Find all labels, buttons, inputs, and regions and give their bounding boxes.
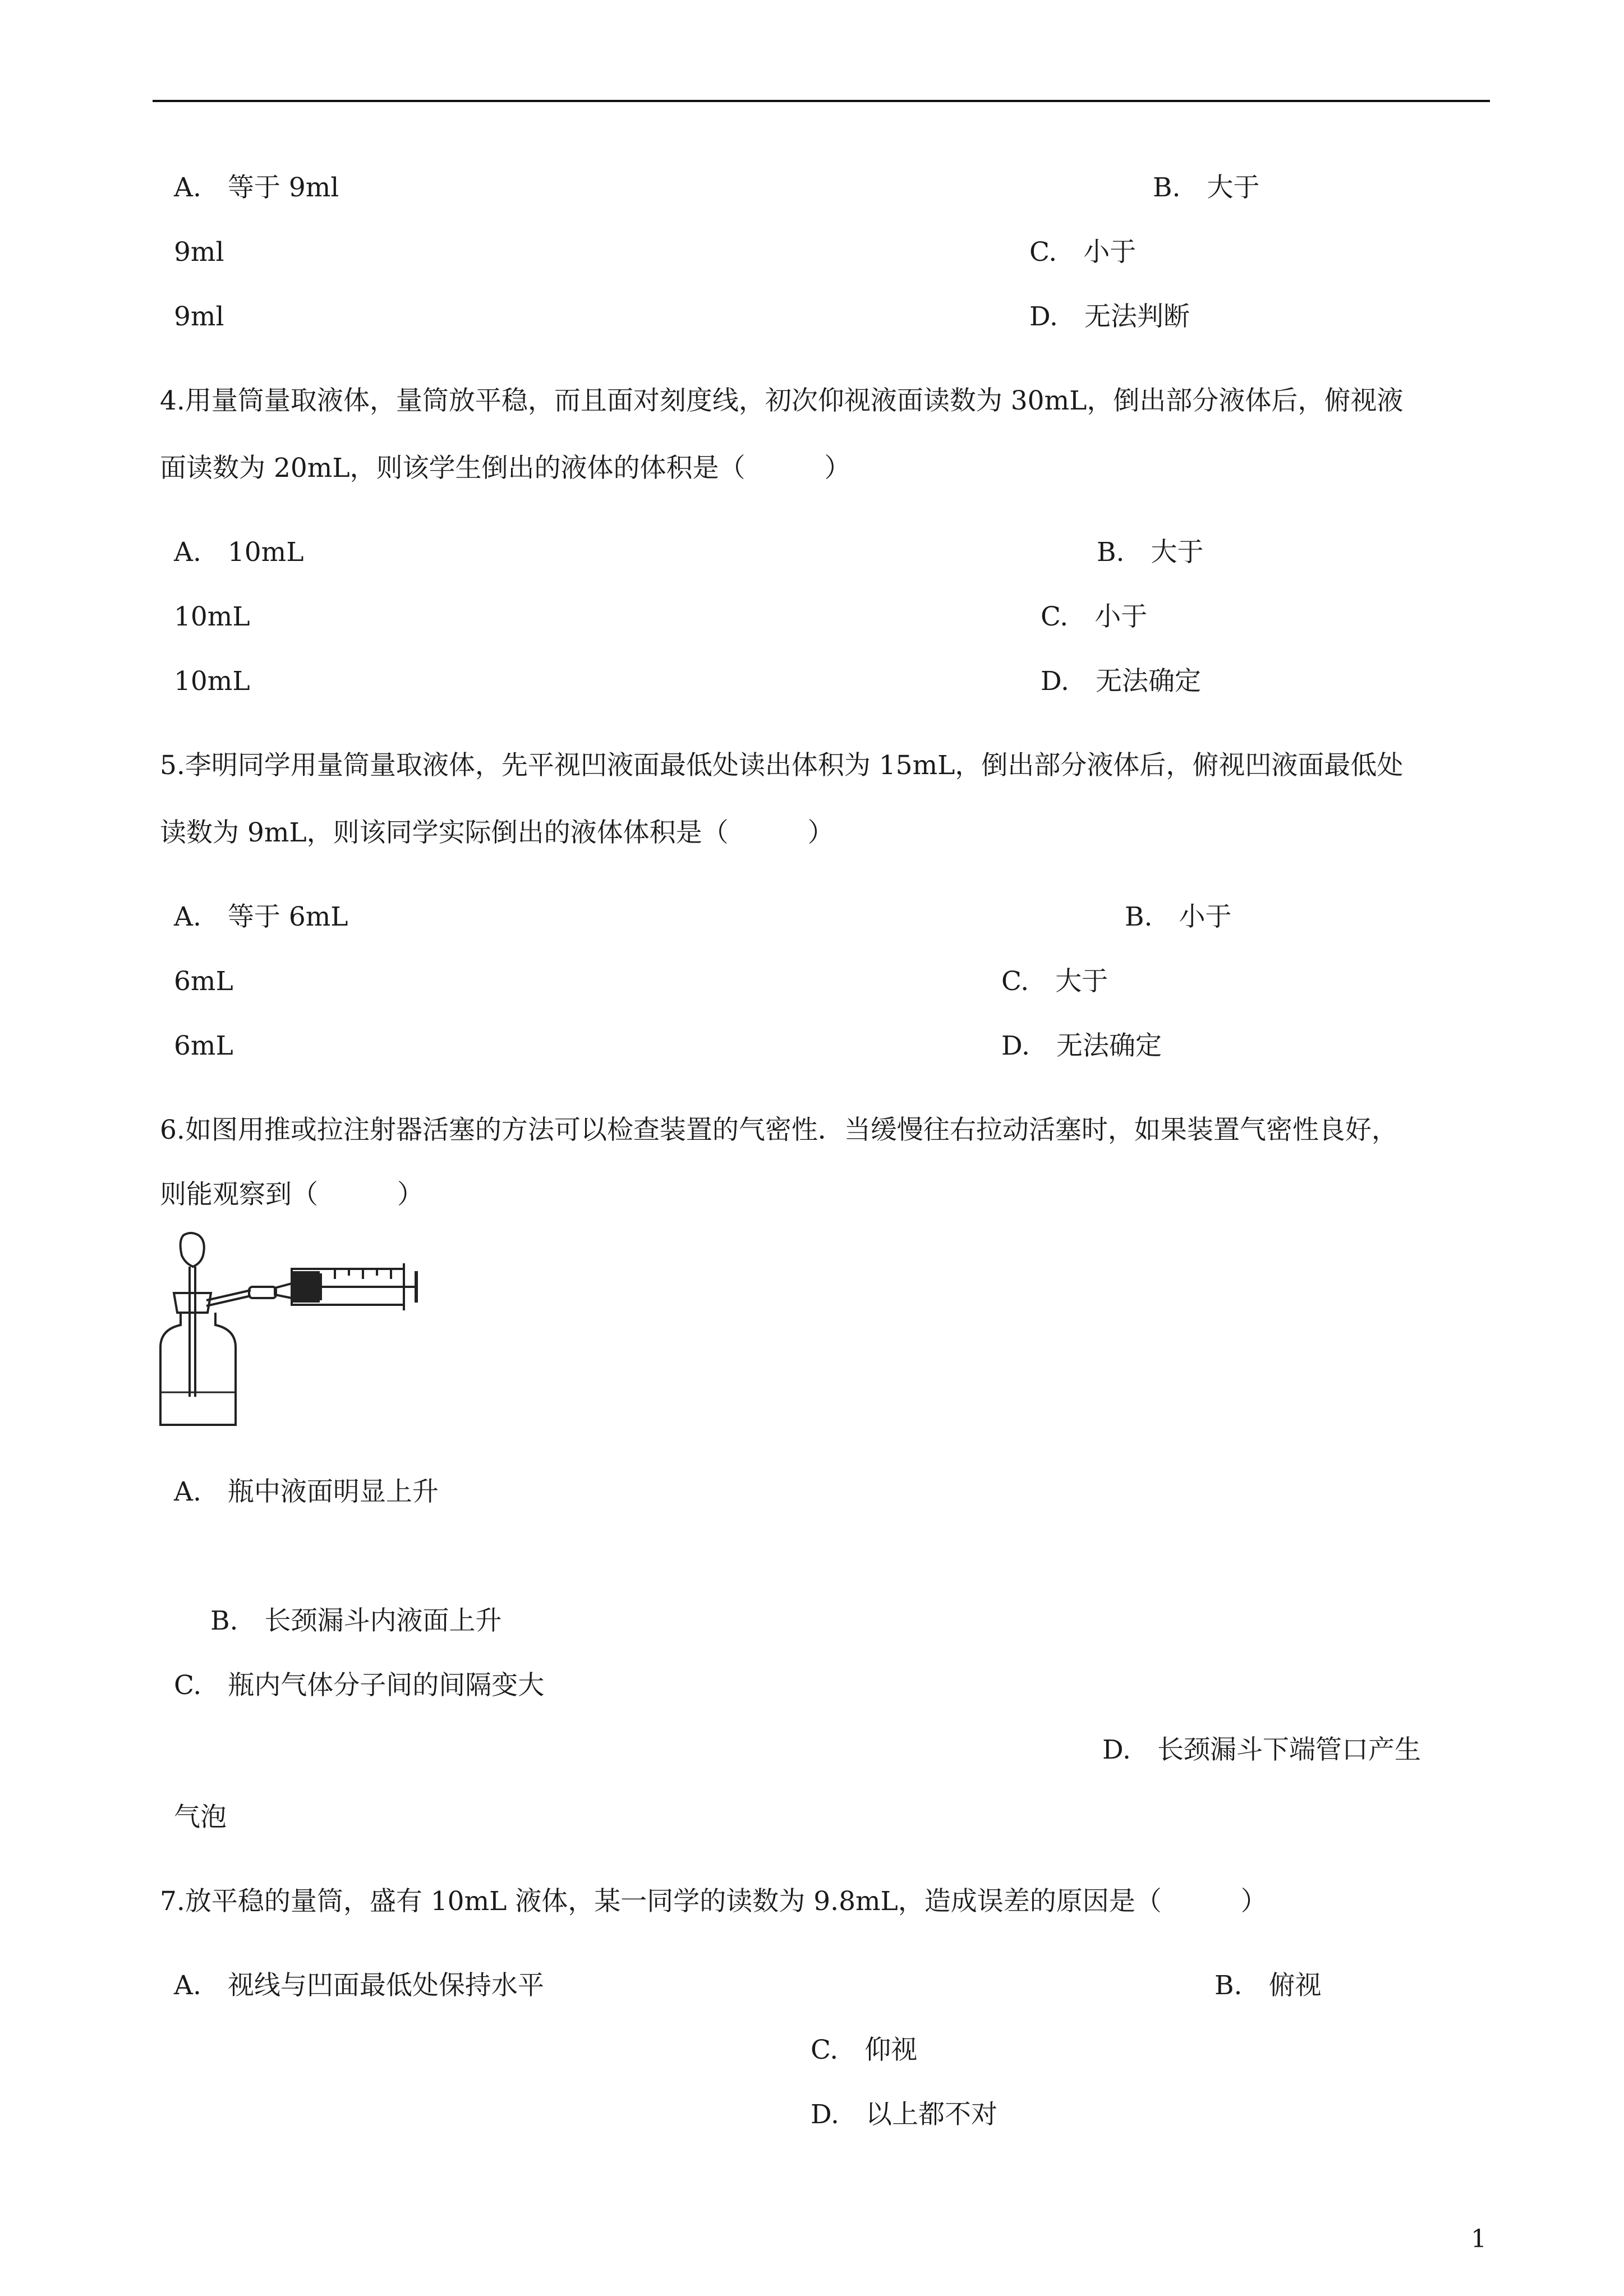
q3-option-a: A. 等于 9ml — [174, 172, 339, 203]
q7-option-a: A. 视线与凹面最低处保持水平 — [174, 1970, 544, 2001]
q6-option-c: C. 瓶内气体分子间的间隔变大 — [174, 1670, 545, 1701]
q3-option-d: D. 无法判断 — [1029, 301, 1190, 332]
q4-option-b-cont: 10mL — [174, 601, 250, 632]
q6-stem-line1: 6.如图用推或拉注射器活塞的方法可以检查装置的气密性．当缓慢往右拉动活塞时，如果装置气密性良好， — [160, 1115, 1398, 1145]
q6-stem-line2: 则能观察到（ ） — [160, 1179, 424, 1210]
q5-option-c: C. 大于 — [1001, 966, 1108, 997]
q5-option-b-cont: 6mL — [174, 966, 233, 997]
q6-option-d-cont: 气泡 — [174, 1802, 227, 1833]
q4-option-c: C. 小于 — [1041, 601, 1148, 632]
q6-option-d: D. 长颈漏斗下端管口产生 — [1102, 1734, 1421, 1765]
q6-option-b: B. 长颈漏斗内液面上升 — [210, 1605, 502, 1636]
header-rule — [153, 100, 1490, 102]
q7-option-d: D. 以上都不对 — [811, 2099, 997, 2130]
apparatus-syringe-bottle-icon — [153, 1228, 444, 1430]
q7-option-b: B. 俯视 — [1214, 1970, 1322, 2001]
q4-stem-line1: 4.用量筒量取液体，量筒放平稳，而且面对刻度线，初次仰视液面读数为 30mL，倒出部分液体后，俯视液 — [160, 385, 1404, 416]
q5-option-c-cont: 6mL — [174, 1030, 233, 1061]
q4-option-a: A. 10mL — [174, 537, 304, 568]
page-number: 1 — [1471, 2225, 1487, 2253]
q3-option-b-cont: 9ml — [174, 237, 224, 268]
q6-option-a: A. 瓶中液面明显上升 — [174, 1476, 439, 1507]
q4-option-c-cont: 10mL — [174, 666, 250, 697]
q5-option-a: A. 等于 6mL — [174, 901, 348, 932]
q3-option-b: B. 大于 — [1153, 172, 1260, 203]
q4-option-d: D. 无法确定 — [1041, 666, 1201, 697]
q5-option-d: D. 无法确定 — [1001, 1030, 1162, 1061]
q7-stem-line1: 7.放平稳的量筒，盛有 10mL 液体，某一同学的读数为 9.8mL，造成误差的原因是（ ） — [160, 1886, 1267, 1917]
q5-option-b: B. 小于 — [1125, 901, 1232, 932]
q7-option-c: C. 仰视 — [811, 2035, 918, 2065]
q3-option-c: C. 小于 — [1029, 237, 1137, 268]
q5-stem-line1: 5.李明同学用量筒量取液体，先平视凹液面最低处读出体积为 15mL，倒出部分液体后，俯视凹液面最低处 — [160, 750, 1404, 781]
q4-option-b: B. 大于 — [1097, 537, 1204, 568]
q5-stem-line2: 读数为 9mL，则该同学实际倒出的液体体积是（ ） — [160, 817, 834, 848]
q3-option-c-cont: 9ml — [174, 301, 224, 332]
q4-stem-line2: 面读数为 20mL，则该学生倒出的液体的体积是（ ） — [160, 453, 851, 484]
